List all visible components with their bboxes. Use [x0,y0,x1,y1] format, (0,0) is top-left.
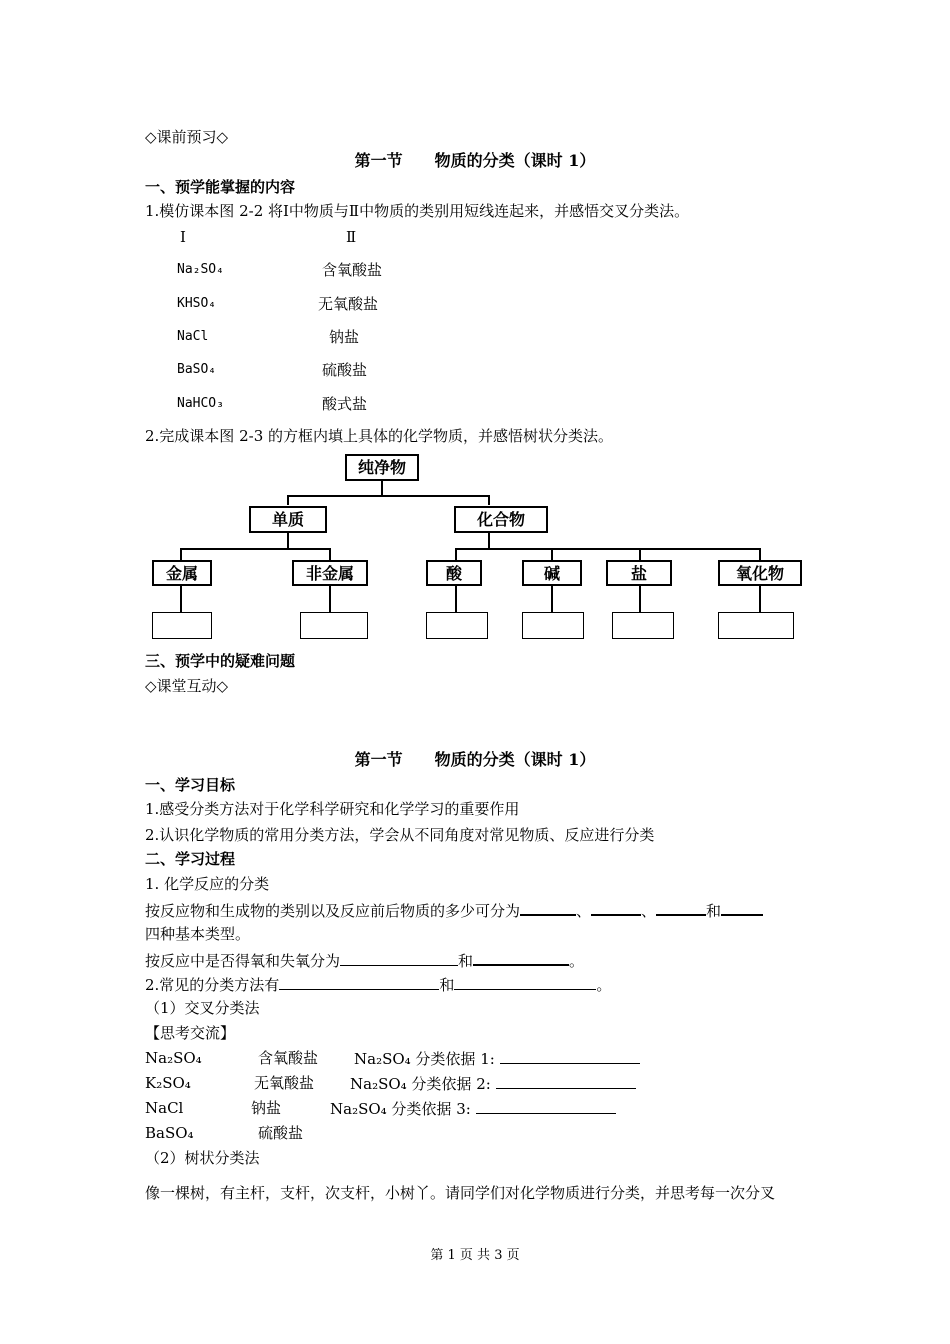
goal-2: 2.认识化学物质的常用分类方法，学会从不同角度对常见物质、反应进行分类 [145,826,655,844]
and-word: 和 [439,976,455,994]
right-item: 无氧酸盐 [318,295,379,313]
left-item: NaCl [177,329,209,344]
blank[interactable] [279,974,439,990]
process-2 [145,899,763,921]
question-2: 2.完成课本图 2-3 的方框内填上具体的化学物质，并感悟树状分类法。 [145,427,614,445]
tree-node-oxide: 氧化物 [718,560,802,586]
title-1: 第一节 物质的分类（课时 1） [354,151,596,170]
answer-box[interactable] [612,612,674,639]
class-header: ◇课堂互动◇ [145,677,229,695]
cross-category: 硫酸盐 [258,1124,304,1142]
blank[interactable] [500,1048,640,1064]
left-item: KHSO₄ [177,296,217,311]
blank[interactable] [721,899,763,916]
blank[interactable] [473,949,569,966]
answer-box[interactable] [522,612,584,639]
tree-line [455,548,760,550]
cross-category: 钠盐 [251,1099,282,1117]
cross-basis-label: Na₂SO₄ 分类依据 1: [354,1050,495,1068]
blank[interactable] [454,974,596,990]
process-4-text: 按反应中是否得氧和失氧分为 [145,952,341,970]
answer-box[interactable] [300,612,368,639]
section1-heading: 一、预学能掌握的内容 [145,178,296,196]
blank[interactable] [340,950,458,966]
cross-basis [330,1098,616,1119]
tree-line [329,585,331,612]
question-1: 1.模仿课本图 2-2 将Ⅰ中物质与Ⅱ中物质的类别用短线连起来，并感悟交叉分类法。 [145,202,690,220]
tree-line [551,585,553,612]
blank[interactable] [496,1073,636,1089]
blank[interactable] [476,1098,616,1114]
tree-line [759,548,761,560]
tree-line [180,585,182,612]
period: 。 [596,976,612,994]
section3-heading: 三、预学中的疑难问题 [145,652,296,670]
tree-line [455,548,457,560]
tree-text: 像一棵树，有主杆，支杆，次支杆，小树丫。请同学们对化学物质进行分类，并思考每一次分叉 [145,1184,776,1202]
goal-1: 1.感受分类方法对于化学科学研究和化学学习的重要作用 [145,800,520,818]
tree-line [639,585,641,612]
tree-line [639,548,641,560]
answer-box[interactable] [152,612,212,639]
right-item: 含氧酸盐 [322,261,383,279]
right-item: 钠盐 [329,328,360,346]
tree-line [287,532,289,549]
cross-formula: NaCl [145,1099,184,1117]
process-4 [145,949,584,971]
blank[interactable] [656,899,706,916]
and-word: 和 [706,902,722,920]
tree-line [551,548,553,560]
cross-basis-label: Na₂SO₄ 分类依据 3: [330,1100,471,1118]
tree-line [759,585,761,612]
col2-header: Ⅱ [346,228,357,246]
tree-heading: （2）树状分类法 [145,1149,260,1167]
cross-basis [350,1073,636,1094]
blank[interactable] [520,899,576,916]
tree-node-metal: 金属 [152,560,212,586]
tree-node-elements: 单质 [249,506,327,533]
process-1: 1. 化学反应的分类 [145,875,270,893]
cross-basis [354,1048,640,1069]
and-word: 和 [458,952,474,970]
tree-node-acid: 酸 [426,560,482,586]
left-item: Na₂SO₄ [177,262,224,277]
cross-basis-label: Na₂SO₄ 分类依据 2: [350,1075,491,1093]
right-item: 酸式盐 [322,395,368,413]
answer-box[interactable] [426,612,488,639]
tree-node-base: 碱 [522,560,582,586]
tree-node-salt: 盐 [606,560,672,586]
cross-formula: BaSO₄ [145,1124,194,1142]
think-heading: 【思考交流】 [145,1024,236,1042]
cross-heading: （1）交叉分类法 [145,999,260,1017]
cross-formula: K₂SO₄ [145,1074,191,1092]
page-footer: 第 1 页 共 3 页 [430,1248,520,1263]
tree-line [381,480,383,496]
left-item: BaSO₄ [177,362,217,377]
answer-box[interactable] [718,612,794,639]
title-2: 第一节 物质的分类（课时 1） [354,750,596,769]
left-item: NaHCO₃ [177,396,224,411]
process-3: 四种基本类型。 [145,925,251,943]
tree-line [287,495,289,505]
tree-line [180,548,182,560]
tree-line [180,548,330,550]
tree-line [488,532,490,549]
tree-line [287,495,489,497]
tree-node-root: 纯净物 [345,454,419,481]
cross-category: 含氧酸盐 [258,1049,319,1067]
tree-line [329,548,331,560]
cross-formula: Na₂SO₄ [145,1049,202,1067]
right-item: 硫酸盐 [322,361,368,379]
process-5 [145,974,611,995]
blank[interactable] [591,899,641,916]
col1-header: Ⅰ [180,228,186,246]
cross-category: 无氧酸盐 [254,1074,315,1092]
tree-node-compounds: 化合物 [454,506,548,533]
goal-heading: 一、学习目标 [145,776,236,794]
process-heading: 二、学习过程 [145,850,236,868]
separator: 、 [641,902,657,920]
tree-line [488,495,490,505]
preview-header: ◇课前预习◇ [145,128,229,146]
process-5-text: 2.常见的分类方法有 [145,976,280,994]
tree-node-nonmetal: 非金属 [292,560,368,586]
separator: 、 [576,902,592,920]
process-2-text: 按反应物和生成物的类别以及反应前后物质的多少可分为 [145,902,521,920]
tree-line [455,585,457,612]
period: 。 [569,952,585,970]
